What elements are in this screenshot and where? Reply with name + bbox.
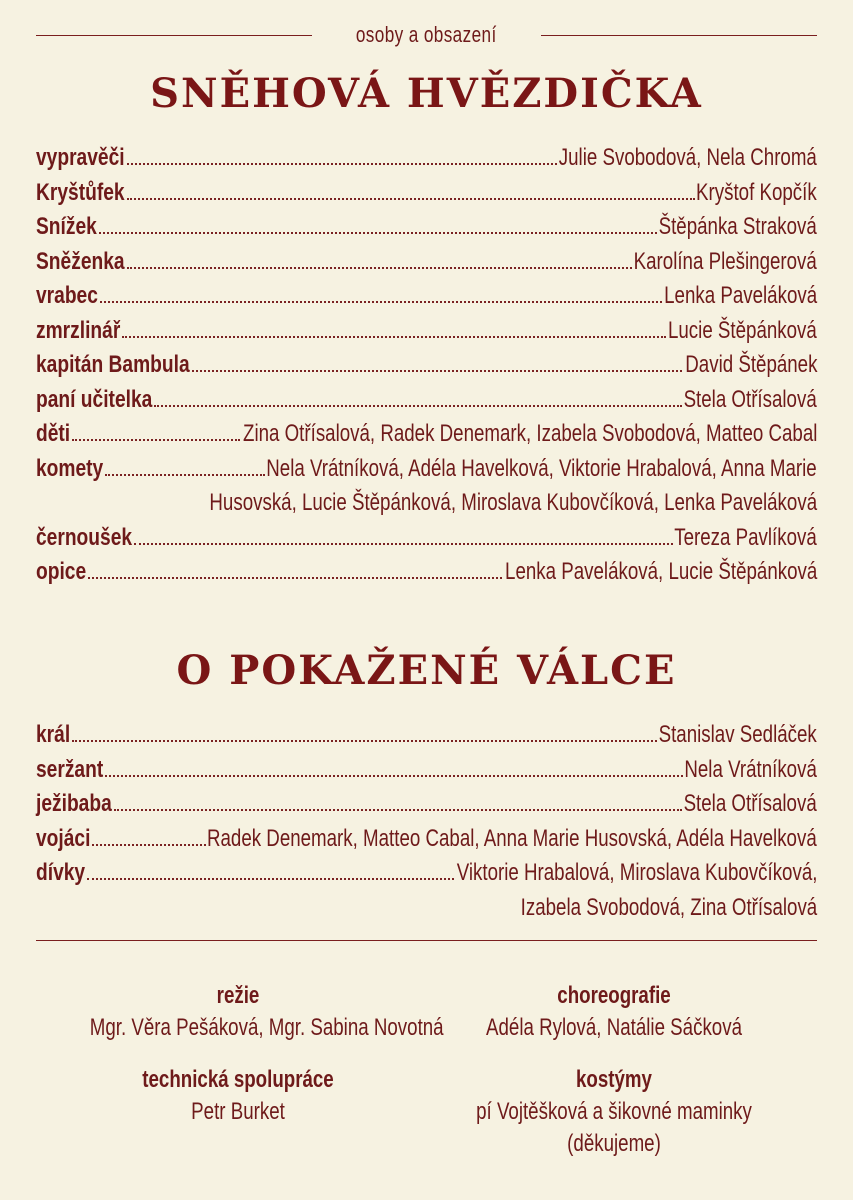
cast-list-2 xyxy=(36,718,817,925)
cast-row xyxy=(36,452,817,487)
credit-technicka xyxy=(48,1064,428,1128)
dot-leader xyxy=(114,809,682,811)
dot-leader xyxy=(100,301,662,303)
credit-technicka-value: Petr Burket xyxy=(191,1098,285,1125)
credit-rezie xyxy=(48,980,444,1044)
cast-row xyxy=(36,521,817,556)
dot-leader xyxy=(87,878,454,880)
cast-role: vypravěči xyxy=(36,144,125,171)
cast-role: Snížek xyxy=(36,213,97,240)
credit-kostymy xyxy=(424,1064,804,1160)
section-header-label: osoby a obsazení xyxy=(356,22,497,47)
header-rule-left xyxy=(36,35,312,36)
cast-names: Nela Vrátníková, Adéla Havelková, Viktorie Hrabalová, Anna Marie xyxy=(266,454,817,482)
credit-technicka-heading: technická spolupráce xyxy=(142,1066,334,1093)
cast-row xyxy=(36,348,817,383)
cast-role: seržant xyxy=(36,755,104,783)
cast-names: Štěpánka Straková xyxy=(658,213,817,240)
cast-names: Husovská, Lucie Štěpánková, Miroslava Kubovčíková, Lenka Paveláková xyxy=(209,489,817,516)
credit-kostymy-value: pí Vojtěšková a šikovné maminky xyxy=(476,1098,752,1125)
show-title-2: O POKAŽENÉ VÁLCE xyxy=(176,647,677,694)
dot-leader xyxy=(127,267,632,269)
dot-leader xyxy=(192,370,683,372)
cast-row xyxy=(36,141,817,176)
cast-role: Sněženka xyxy=(36,247,125,275)
cast-names: Stanislav Sedláček xyxy=(658,721,817,748)
dot-leader xyxy=(105,474,265,476)
cast-row xyxy=(36,856,817,891)
cast-role: vrabec xyxy=(36,282,98,309)
cast-role: zmrzlinář xyxy=(36,316,121,344)
cast-role: černoušek xyxy=(36,523,133,551)
cast-row xyxy=(36,245,817,280)
cast-names: David Štěpánek xyxy=(684,351,817,378)
dot-leader xyxy=(92,844,205,846)
section-header xyxy=(36,22,817,48)
cast-names: Julie Svobodová, Nela Chromá xyxy=(558,144,817,171)
credit-choreografie-heading: choreografie xyxy=(557,982,671,1009)
cast-role: opice xyxy=(36,558,87,585)
credit-choreografie-value: Adéla Rylová, Natálie Sáčková xyxy=(486,1014,742,1041)
dot-leader xyxy=(154,405,682,407)
dot-leader xyxy=(105,775,682,777)
dot-leader xyxy=(72,439,240,441)
cast-names: Radek Denemark, Matteo Cabal, Anna Marie Husovská, Adéla Havelková xyxy=(207,824,817,852)
header-rule-right xyxy=(541,35,817,36)
cast-role: dívky xyxy=(36,859,86,886)
cast-row xyxy=(36,891,817,926)
cast-names: Lenka Paveláková, Lucie Štěpánková xyxy=(504,558,817,585)
cast-row xyxy=(36,822,817,857)
cast-row xyxy=(36,555,817,590)
cast-role: paní učitelka xyxy=(36,385,153,413)
cast-row xyxy=(36,417,817,452)
cast-names: Lenka Paveláková xyxy=(664,282,817,309)
dot-leader xyxy=(99,232,657,234)
cast-row xyxy=(36,718,817,753)
cast-row xyxy=(36,210,817,245)
dot-leader xyxy=(122,336,666,338)
cast-row xyxy=(36,314,817,349)
cast-role: komety xyxy=(36,454,104,482)
cast-row xyxy=(36,486,817,521)
cast-row xyxy=(36,383,817,418)
cast-names: Nela Vrátníková xyxy=(684,755,817,783)
cast-names: Viktorie Hrabalová, Miroslava Kubovčíková, xyxy=(456,859,817,886)
cast-names: Zina Otřísalová, Radek Denemark, Izabela Svobodová, Matteo Cabal xyxy=(242,420,817,447)
cast-names: Stela Otřísalová xyxy=(683,790,817,817)
cast-names: Kryštof Kopčík xyxy=(696,178,817,206)
cast-role: vojáci xyxy=(36,824,91,852)
cast-names: Karolína Plešingerová xyxy=(633,247,817,275)
cast-role: děti xyxy=(36,420,71,447)
divider-rule xyxy=(36,940,817,941)
cast-names: Izabela Svobodová, Zina Otřísalová xyxy=(520,893,817,921)
dot-leader xyxy=(134,543,673,545)
cast-role: kapitán Bambula xyxy=(36,351,190,378)
cast-names: Lucie Štěpánková xyxy=(668,316,817,344)
credit-rezie-heading: režie xyxy=(216,982,260,1009)
credit-kostymy-heading: kostýmy xyxy=(576,1066,652,1093)
cast-row xyxy=(36,753,817,788)
show-title-1: SNĚHOVÁ HVĚZDIČKA xyxy=(150,70,703,117)
credit-choreografie xyxy=(424,980,804,1044)
cast-role: ježibaba xyxy=(36,790,112,817)
dot-leader xyxy=(88,577,502,579)
cast-row xyxy=(36,787,817,822)
cast-role: Kryštůfek xyxy=(36,178,125,206)
credit-rezie-value: Mgr. Věra Pešáková, Mgr. Sabina Novotná xyxy=(89,1014,444,1041)
dot-leader xyxy=(127,163,557,165)
cast-names: Stela Otřísalová xyxy=(683,385,817,413)
cast-row xyxy=(36,279,817,314)
credit-kostymy-note: (děkujeme) xyxy=(567,1130,661,1157)
dot-leader xyxy=(127,198,695,200)
dot-leader xyxy=(72,740,657,742)
cast-role: král xyxy=(36,721,71,748)
cast-names: Tereza Pavlíková xyxy=(674,523,817,551)
cast-list-1 xyxy=(36,141,817,590)
cast-row xyxy=(36,176,817,211)
